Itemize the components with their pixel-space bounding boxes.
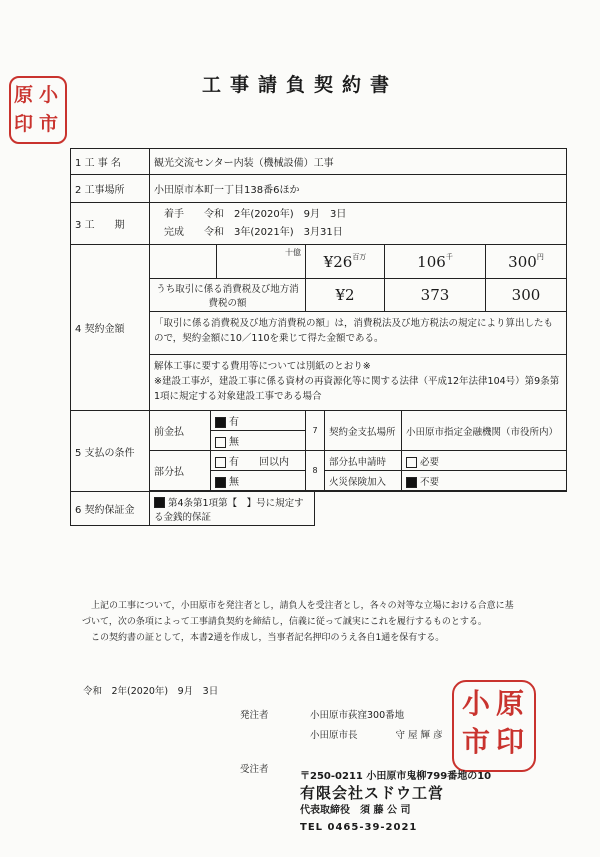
num-8: 8	[306, 451, 325, 491]
seal-glyph: 市	[462, 725, 491, 758]
demolition-note-2: ※建設工事が，建設工事に係る資材の再資源化等に関する法律（平成12年法律104号）第9条第1項に規定する対象建設工事である場合	[154, 376, 560, 402]
seal-glyph: 小	[462, 687, 491, 720]
label-work-place: 2 工事場所	[71, 175, 150, 203]
seal-glyph: 印	[496, 725, 525, 758]
seal-glyph: 市	[39, 113, 59, 135]
advance-no: 無	[211, 431, 306, 451]
agreement-paragraph-2: この契約書の証として，本書2通を作成し，当事者記名押印のうえ各自1通を保有する。	[91, 633, 445, 643]
checkbox	[406, 477, 417, 488]
contractor-company: 有限会社スドウ工営	[300, 784, 445, 802]
label-payment-terms: 5 支払の条件	[71, 411, 150, 492]
seal-glyph: 原	[496, 687, 525, 720]
checkbox	[215, 457, 226, 468]
unit-billion: 十億	[285, 248, 301, 257]
contract-date: 令和 2年(2020年) 9月 3日	[83, 686, 219, 697]
fire-insurance-value: 不要	[402, 471, 567, 491]
checkbox	[215, 437, 226, 448]
demolition-notes	[150, 355, 566, 411]
partial-request-label: 部分払申請時	[325, 451, 402, 471]
orderer-name: 守 屋 輝 彦	[395, 730, 443, 741]
agreement-text	[82, 598, 522, 646]
orderer-address: 小田原市荻窪300番地	[310, 710, 405, 721]
document-title: 工事請負契約書	[201, 74, 398, 96]
contractor-address: 〒250-0211 小田原市鬼柳799番地の10	[300, 771, 492, 782]
contract-table	[70, 148, 567, 526]
partial-request-value: 必要	[402, 451, 567, 471]
label-work-period: 3 工 期	[71, 203, 150, 245]
city-seal-bottom	[452, 680, 536, 772]
start-date: 令和 2年(2020年) 9月 3日	[204, 208, 347, 220]
amount-yen: $300^円$	[486, 245, 567, 279]
seal-glyph: 印	[14, 113, 34, 135]
tax-thousands: 373	[385, 279, 486, 312]
payment-terms-cell	[150, 411, 567, 492]
amount-table	[150, 244, 566, 410]
amount-millions: $¥26^{百万}$	[306, 245, 385, 279]
bank-value: 小田原市指定金融機関（市役所内）	[402, 411, 567, 451]
work-name: 観光交流センター内装（機械設備）工事	[150, 149, 567, 175]
checkbox	[215, 477, 226, 488]
seal-glyph: 原	[14, 84, 34, 106]
contractor-block	[300, 768, 491, 836]
agreement-paragraph-1: 上記の工事について，小田原市を発注者とし，請負人を受注者とし，各々の対等な立場における合意に基づいて，次の条項によって工事請負契約を締結し，信義に従って誠実にこれを履行するものとする。	[82, 601, 514, 627]
amount-thousands: $106^千$	[385, 245, 486, 279]
seal-glyph: 小	[39, 84, 59, 106]
start-label: 着手	[164, 208, 184, 220]
advance-yes: 有	[211, 411, 306, 431]
contractor-tel: TEL 0465-39-2021	[300, 822, 418, 833]
fire-insurance-label: 火災保険加入	[325, 471, 402, 491]
payment-table	[150, 410, 566, 491]
checkbox	[154, 497, 165, 508]
tax-note: 「取引に係る消費税及び地方消費税の額」は，消費税法及び地方税法の規定により算出したもので，契約金額に10／110を乗じて得た金額である。	[150, 312, 566, 355]
orderer-title: 小田原市長	[310, 730, 358, 741]
partial-label: 部分払	[150, 451, 211, 491]
work-place: 小田原市本町一丁目138番6ほか	[150, 175, 567, 203]
contractor-representative: 代表取締役 須 藤 公 司	[300, 805, 411, 816]
bank-label: 契約金支払場所	[325, 411, 402, 451]
partial-no: 無	[211, 471, 306, 491]
end-label: 完成	[164, 226, 184, 238]
advance-label: 前金払	[150, 411, 211, 451]
orderer-role: 発注者	[240, 710, 269, 721]
tax-millions: ¥2	[306, 279, 385, 312]
checkbox	[406, 457, 417, 468]
end-date: 令和 3年(2021年) 3月31日	[204, 226, 343, 238]
demolition-note-1: 解体工事に要する費用等については別紙のとおり※	[154, 361, 371, 372]
label-work-name: 1 工 事 名	[71, 149, 150, 175]
contractor-role: 受注者	[240, 764, 269, 775]
checkbox	[215, 417, 226, 428]
contract-amount-cell	[150, 245, 567, 411]
label-contract-amount: 4 契約金額	[71, 245, 150, 411]
tax-label: うち取引に係る消費税及び地方消費税の額	[150, 279, 306, 312]
contract-deposit: 第4条第1項第【 】号に規定する金銭的保証	[150, 492, 315, 526]
orderer-block	[240, 706, 443, 746]
num-7: 7	[306, 411, 325, 451]
work-period	[150, 203, 567, 245]
partial-yes: 有 回以内	[211, 451, 306, 471]
label-contract-deposit: 6 契約保証金	[71, 492, 150, 526]
tax-yen: 300	[486, 279, 567, 312]
